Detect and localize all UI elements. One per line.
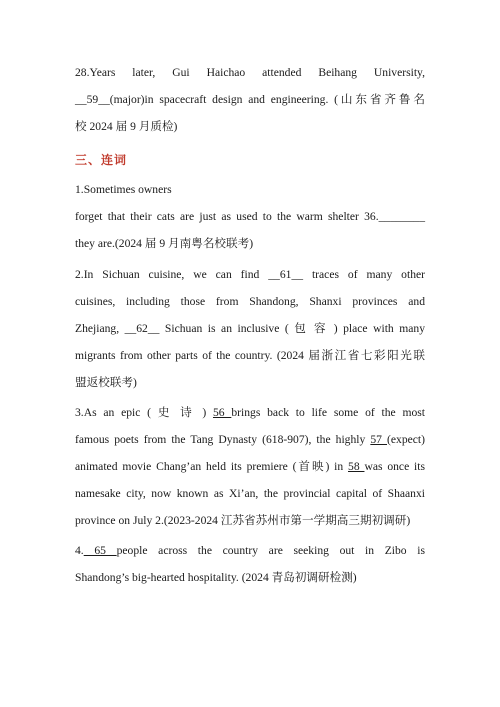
q3-line-1 xyxy=(75,405,425,421)
blank-58: 58 xyxy=(348,460,365,473)
q4-line-1-text-a: 4. xyxy=(75,544,84,557)
q1-line-2: forget that their cats are just as used to the warm shelter 36.________ xyxy=(75,210,425,223)
q2-line-1: 2.In Sichuan cuisine, we can find __61__ traces of many other xyxy=(75,268,425,281)
q3-line-2-text-a: famous poets from the Tang Dynasty (618-907), the highly xyxy=(75,433,371,446)
q3-line-1-text-a: 3.As an epic ( 史 诗 ) xyxy=(75,406,213,419)
q28-line-1: 28.Years later, Gui Haichao attended Beihang University, xyxy=(75,66,425,79)
q28-line-2: __59__(major)in spacecraft design and engineering. (山东省齐鲁名 xyxy=(75,93,425,106)
q3-line-2-text-b: (expect) xyxy=(387,433,425,446)
q2-line-3: Zhejiang, __62__ Sichuan is an inclusive ( 包 容 ) place with many xyxy=(75,322,425,335)
q4-line-1-text-b: people across the country are seeking out in Zibo is xyxy=(116,544,425,557)
blank-56: 56 xyxy=(212,406,232,419)
q3-line-5: province on July 2.(2023-2024 江苏省苏州市第一学期高三期初调研) xyxy=(75,514,411,527)
q28-line-3: 校 2024 届 9 月质检) xyxy=(75,120,178,133)
q1-line-1: 1.Sometimes owners xyxy=(75,183,172,196)
q3-line-3-text-b: was once its xyxy=(364,460,425,473)
q3-line-3-text-a: animated movie Chang’an held its premiere (首映) in xyxy=(75,460,349,473)
blank-57: 57 xyxy=(370,433,388,446)
q2-line-4: migrants from other parts of the country. (2024 届浙江省七彩阳光联 xyxy=(75,349,425,362)
q2-line-5: 盟返校联考) xyxy=(75,376,137,389)
q4-line-2: Shandong’s big-hearted hospitality. (2024 青岛初调研检测) xyxy=(75,571,357,584)
q2-line-2: cuisines, including those from Shandong, Shanxi provinces and xyxy=(75,295,425,308)
q3-line-1-text-b: brings back to life some of the most xyxy=(231,406,426,419)
section-title: 三、连词 xyxy=(75,153,128,167)
q4-line-1 xyxy=(75,543,425,559)
blank-65: 65 xyxy=(83,544,117,557)
q3-line-3 xyxy=(75,459,425,475)
q3-line-2 xyxy=(75,432,425,448)
q3-line-4: namesake city, now known as Xi’an, the provincial capital of Shaanxi xyxy=(75,487,425,500)
q1-line-3: they are.(2024 届 9 月南粤名校联考) xyxy=(75,237,254,250)
